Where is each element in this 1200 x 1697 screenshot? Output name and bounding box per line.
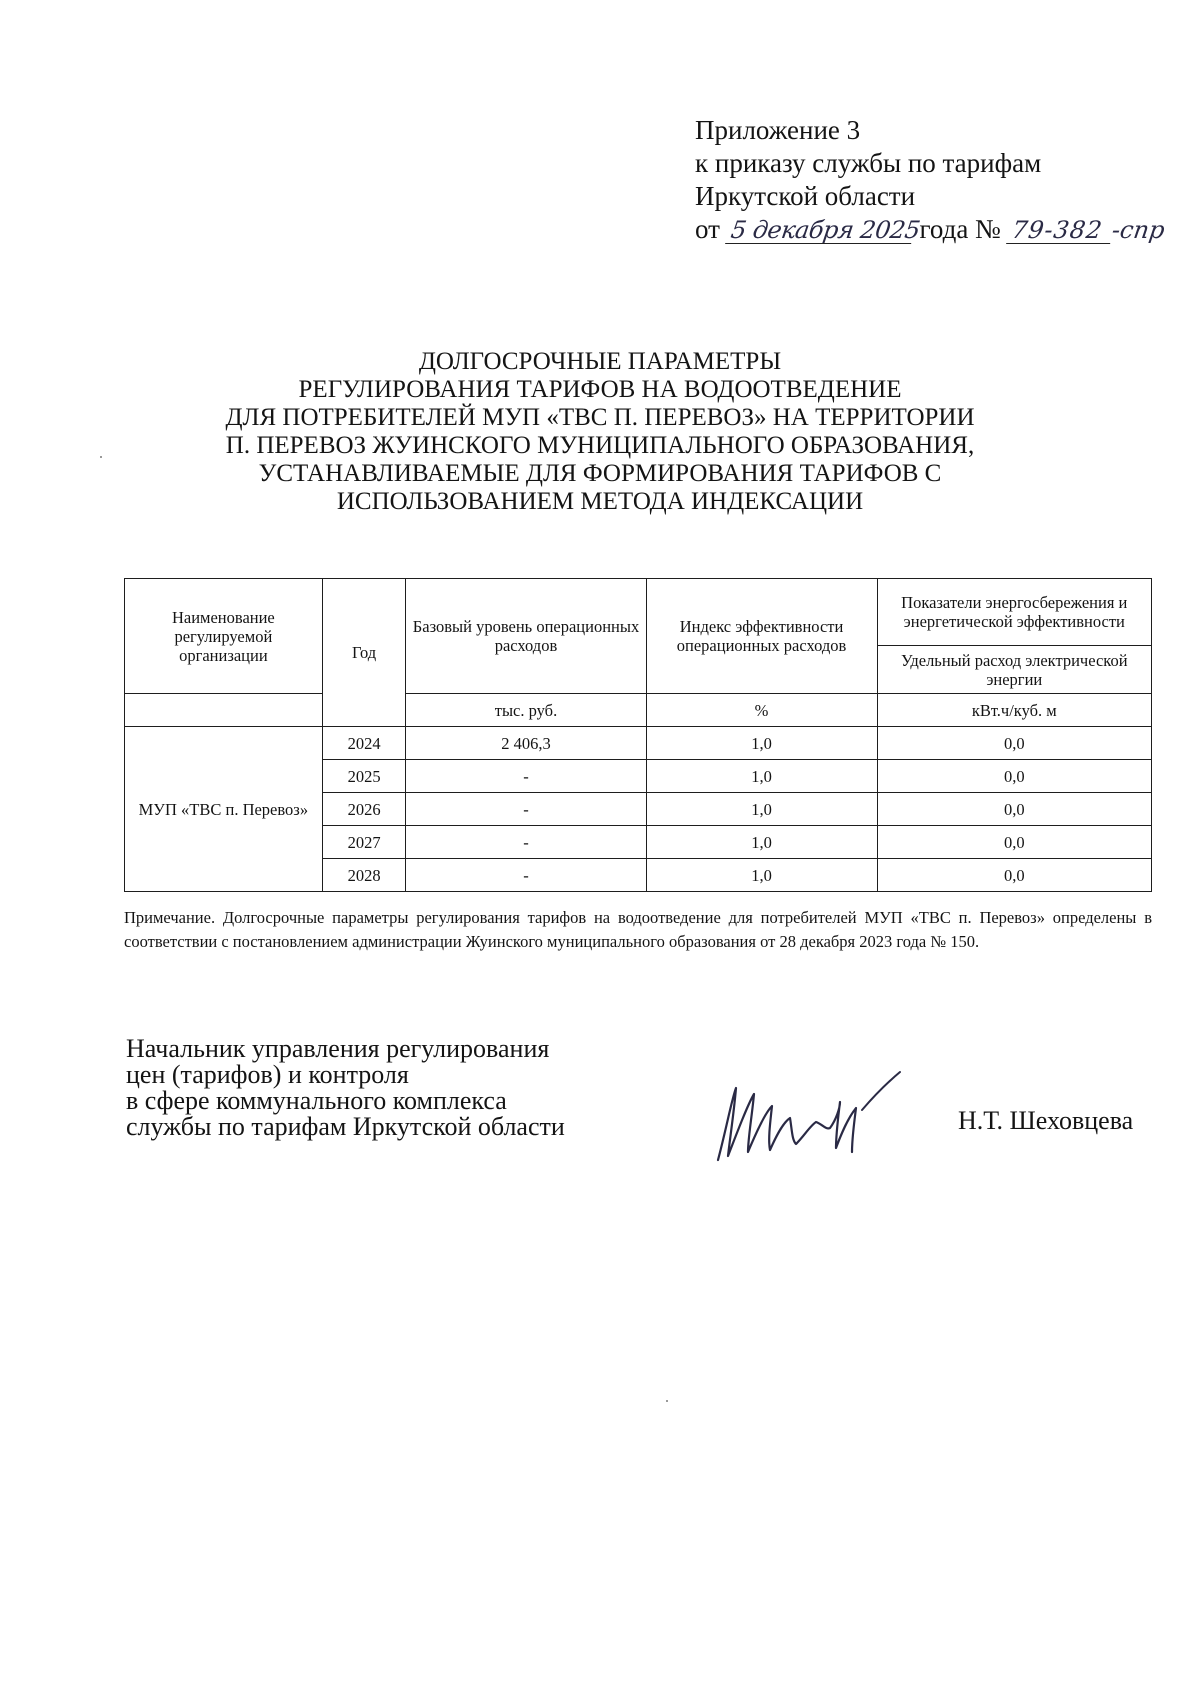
from-label: от <box>695 214 720 244</box>
unit-energy: кВт.ч/куб. м <box>877 694 1151 727</box>
year-number-label: года № <box>919 214 1001 244</box>
cell-base: - <box>406 793 646 826</box>
cell-index: 1,0 <box>646 793 877 826</box>
header-year: Год <box>322 579 406 727</box>
title-line-1: ДОЛГОСРОЧНЫЕ ПАРАМЕТРЫ <box>418 348 782 375</box>
document-title <box>200 348 1000 516</box>
order-reference-line <box>695 213 1164 247</box>
appendix-header <box>695 114 1164 247</box>
title-line-2: РЕГУЛИРОВАНИЯ ТАРИФОВ НА ВОДООТВЕДЕНИЕ <box>298 376 902 403</box>
cell-energy: 0,0 <box>877 793 1151 826</box>
cell-base: 2 406,3 <box>406 727 646 760</box>
cell-index: 1,0 <box>646 859 877 892</box>
table-header-row <box>125 579 1152 646</box>
scan-speck <box>100 456 102 458</box>
cell-energy: 0,0 <box>877 727 1151 760</box>
parameters-table <box>124 578 1152 892</box>
cell-year: 2026 <box>322 793 406 826</box>
title-line-6: ИСПОЛЬЗОВАНИЕМ МЕТОДА ИНДЕКСАЦИИ <box>336 488 864 515</box>
table-note: Примечание. Долгосрочные параметры регулирования тарифов на водоотведение для потребителей МУП «ТВС п. Перевоз» определены в соответствии с постановлением администрации Жуинского муниципального образования от 28 декабря 2023 года № 150. <box>124 908 1152 951</box>
cell-energy: 0,0 <box>877 859 1151 892</box>
handwritten-order-suffix: -спр <box>1109 216 1166 244</box>
signer-line-1: Начальник управления регулирования <box>126 1034 550 1063</box>
cell-energy: 0,0 <box>877 760 1151 793</box>
cell-base: - <box>406 859 646 892</box>
title-line-3: ДЛЯ ПОТРЕБИТЕЛЕЙ МУП «ТВС П. ПЕРЕВОЗ» НА ТЕРРИТОРИИ <box>225 404 975 431</box>
cell-base: - <box>406 760 646 793</box>
handwritten-order-number: 79-382 <box>1006 217 1114 244</box>
appendix-line-1: Приложение 3 <box>695 115 861 145</box>
cell-year: 2028 <box>322 859 406 892</box>
header-energy-group: Показатели энергосбережения и энергетической эффективности <box>877 579 1151 646</box>
appendix-line-3: Иркутской области <box>695 181 916 211</box>
cell-year: 2025 <box>322 760 406 793</box>
header-org: Наименование регулируемой организации <box>125 579 323 694</box>
title-line-4: П. ПЕРЕВОЗ ЖУИНСКОГО МУНИЦИПАЛЬНОГО ОБРАЗОВАНИЯ, <box>225 432 975 459</box>
cell-year: 2024 <box>322 727 406 760</box>
org-name-cell: МУП «ТВС п. Перевоз» <box>125 727 323 892</box>
signer-line-2: цен (тарифов) и контроля <box>126 1060 409 1089</box>
handwritten-signature <box>712 1068 932 1168</box>
signer-line-4: службы по тарифам Иркутской области <box>126 1112 565 1141</box>
signer-line-3: в сфере коммунального комплекса <box>126 1086 507 1115</box>
unit-base: тыс. руб. <box>406 694 646 727</box>
header-efficiency-index: Индекс эффективности операционных расходов <box>646 579 877 694</box>
appendix-line-2: к приказу службы по тарифам <box>695 148 1042 178</box>
signer-name: Н.Т. Шеховцева <box>958 1106 1134 1135</box>
units-org-empty <box>125 694 323 727</box>
header-energy-consumption: Удельный расход электрической энергии <box>877 646 1151 694</box>
unit-index: % <box>646 694 877 727</box>
signer-position <box>126 1036 565 1140</box>
handwritten-date: 5 декабря 2025 <box>725 217 915 244</box>
scan-speck <box>666 1400 668 1402</box>
table-units-row <box>125 694 1152 727</box>
cell-index: 1,0 <box>646 760 877 793</box>
header-base-level: Базовый уровень операционных расходов <box>406 579 646 694</box>
cell-index: 1,0 <box>646 727 877 760</box>
cell-year: 2027 <box>322 826 406 859</box>
cell-energy: 0,0 <box>877 826 1151 859</box>
cell-index: 1,0 <box>646 826 877 859</box>
cell-base: - <box>406 826 646 859</box>
title-line-5: УСТАНАВЛИВАЕМЫЕ ДЛЯ ФОРМИРОВАНИЯ ТАРИФОВ С <box>258 460 942 487</box>
table-row <box>125 727 1152 760</box>
